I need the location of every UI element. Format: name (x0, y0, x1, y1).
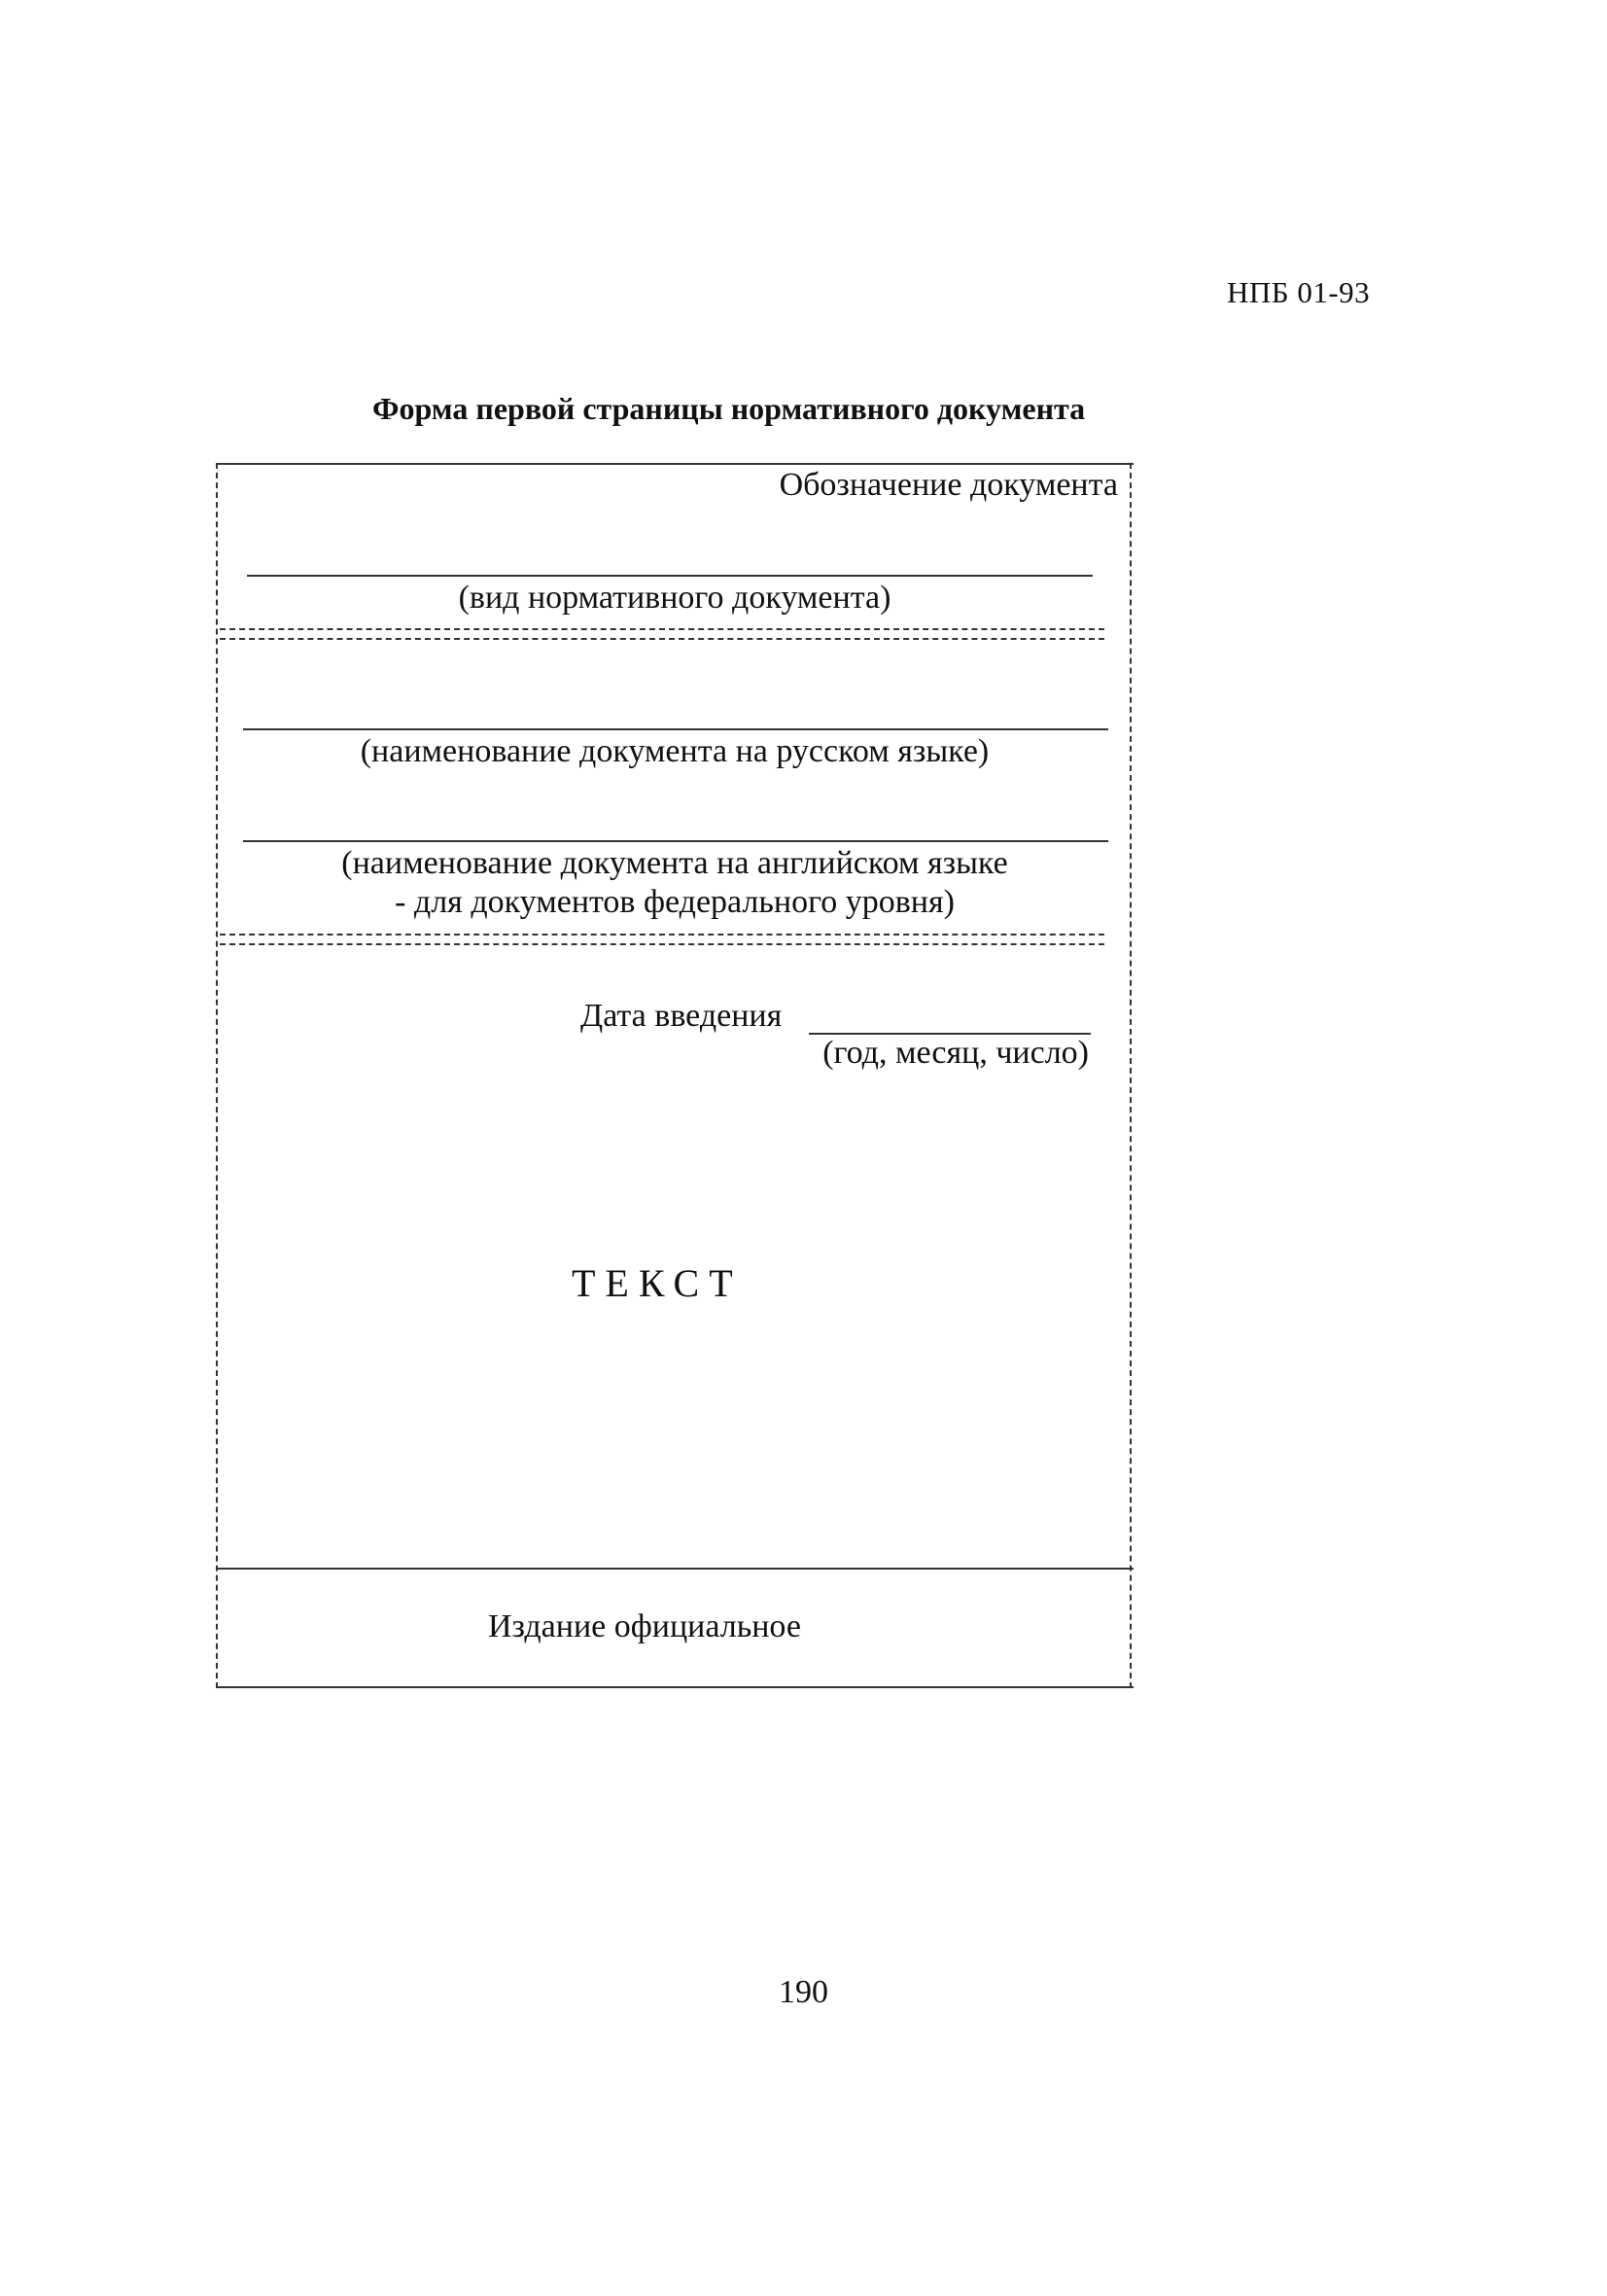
page-number: 190 (779, 1974, 828, 2010)
frame-right-border (1130, 463, 1134, 1688)
section-separator (220, 934, 1104, 945)
date-hint: (год, месяц, число) (822, 1035, 1089, 1071)
doc-type-fill-line (247, 575, 1093, 577)
document-code: НПБ 01-93 (1227, 275, 1371, 309)
name-en-caption-line1: (наименование документа на английском языке (341, 845, 1008, 881)
name-en-caption-line2: - для документов федерального уровня) (395, 884, 955, 920)
frame-left-border (216, 463, 220, 1688)
designation-label: Обозначение документа (779, 467, 1118, 503)
footer-separator (216, 1568, 1134, 1570)
name-en-fill-line (243, 840, 1108, 842)
section-separator (220, 628, 1104, 640)
date-label: Дата введения (580, 998, 783, 1034)
form-frame (216, 463, 1134, 1688)
frame-bottom-border (216, 1686, 1134, 1688)
doc-type-caption: (вид нормативного документа) (458, 580, 891, 616)
form-title: Форма первой страницы нормативного документа (372, 391, 1086, 426)
name-ru-fill-line (243, 728, 1108, 730)
frame-top-border (216, 463, 1134, 465)
body-text-placeholder: ТЕКСТ (572, 1261, 743, 1305)
official-edition-label: Издание официальное (488, 1608, 801, 1644)
name-ru-caption: (наименование документа на русском языке) (360, 733, 990, 769)
